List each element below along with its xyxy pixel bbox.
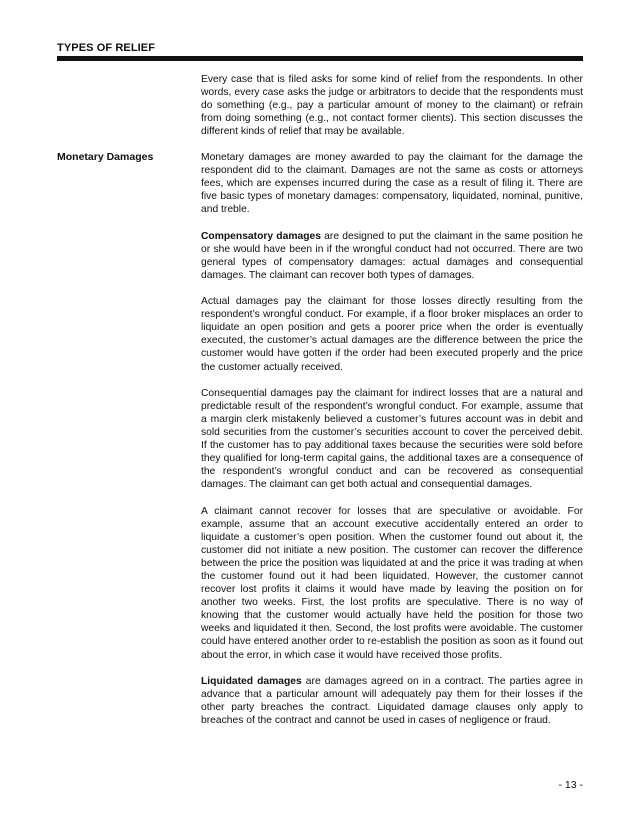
monetary-damages-heading: Monetary Damages: [57, 151, 154, 163]
monetary-damages-body: [201, 151, 583, 740]
liquidated-term: Liquidated damages: [201, 675, 302, 687]
liquidated-text: are damages agreed on in a contract. The parties agree in advance that a particular amount will adequately pay them for their losses if the other party breaches the contract. Liquidated damage clauses only apply to breaches of the contract and cannot be used in cases of negligence or fraud.: [201, 675, 583, 727]
intro-paragraph: Every case that is filed asks for some kind of relief from the respondents. In other words, every case asks the judge or arbitrators to decide that the respondents must do something (e.g., pay a particular amount of money to the claimant) or refrain from doing something (e.g., not contact former clients). This section discusses the different kinds of relief that may be available.: [201, 74, 583, 138]
actual-damages-paragraph: Actual damages pay the claimant for those losses directly resulting from the respondent’s wrongful conduct. For example, if a floor broker misplaces an order to liquidate an open position and gets a poorer price when the order is eventually executed, the customer’s actual damages are the difference between the price the customer would have gotten if the order had been executed properly and the price the customer actually received.: [201, 296, 583, 373]
consequential-damages-paragraph: Consequential damages pay the claimant for indirect losses that are a natural and predictable result of the respondent’s wrongful conduct. For example, assume that a margin clerk mistakenly believed a customer’s futures account was in debit and sold securities from the customer’s securities account to cover the perceived debit. If the customer has to pay additional taxes because the securities were sold before they qualified for long-term capital gains, the additional taxes are a consequence of the respondent’s wrongful conduct and can be recovered as consequential damages. The claimant can get both actual and consequential damages.: [201, 387, 583, 491]
monetary-intro-paragraph: Monetary damages are money awarded to pay the claimant for the damage the respondent did to the claimant. Damages are not the same as costs or attorneys fees, which are expenses incurred during the case as a result of filing it. There are five basic types of monetary damages: compensatory, liquidated, nominal, punitive, and treble.: [201, 152, 583, 216]
section-title: TYPES OF RELIEF: [57, 42, 156, 54]
compensatory-paragraph: [201, 230, 583, 282]
liquidated-paragraph: [201, 675, 583, 727]
page-number: - 13 -: [558, 779, 583, 791]
compensatory-term: Compensatory damages: [201, 230, 321, 242]
compensatory-text: are designed to put the claimant in the same position he or she would have been in if the wrongful conduct had not occurred. There are two general types of compensatory damages: actual damages and consequential damages. The claimant can recover both types of damages.: [201, 230, 583, 281]
intro-block: [201, 73, 583, 152]
header-rule: [57, 56, 583, 61]
speculative-losses-paragraph: A claimant cannot recover for losses that are speculative or avoidable. For example, assume that an account executive accidentally entered an order to liquidate a customer’s open position. When the customer found out about it, the customer did not initiate a new position. The customer can recover the difference between the price the position was liquidated at and the price it was trading at when the customer found out it had been liquidated. However, the customer cannot recover lost profits it claims it would have made by leaving the position on for another two weeks. First, the lost profits are speculative. There is no way of knowing that the customer would actually have held the position for those two weeks and liquidated it then. Second, the lost profits were avoidable. The customer could have entered another order to re-establish the position as soon as it found out about the error, in which case it would have received those profits.: [201, 505, 583, 661]
